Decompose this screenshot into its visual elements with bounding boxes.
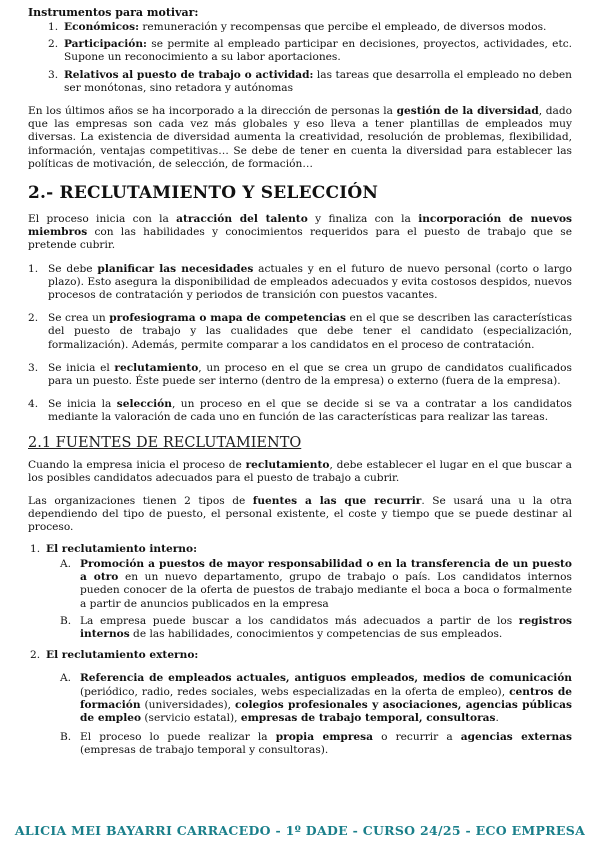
text-bold: Referencia de empleados actuales, antiguos empleados, medios de comunicación — [80, 672, 572, 685]
text-bold: colegios profesionales y asociaciones, agencias públicas de empleo — [80, 698, 572, 724]
text-bold: empresas de trabajo temporal, consultoras — [240, 711, 496, 724]
list-item — [28, 362, 572, 388]
item-letter: B. — [60, 614, 72, 627]
list-item — [28, 615, 572, 641]
text-span: , un proceso en el que se crea un grupo de candidatos cualificados para un puesto. Éste puede ser interno (dentro de la empresa) o externo (fuera de la empresa). — [48, 361, 572, 388]
text-bold: Promoción a puestos de mayor responsabilidad o en la transferencia de un puesto a otro — [80, 557, 572, 584]
text-span: (servicio estatal), — [141, 711, 241, 724]
page-footer: ALICIA MEI BAYARRI CARRACEDO - 1º DADE - CURSO 24/25 - ECO EMPRESA — [14, 823, 586, 838]
text-span: y finaliza con la — [307, 213, 419, 226]
text-bold: registros internos — [80, 614, 572, 640]
text-bold: agencias externas — [460, 731, 572, 744]
list-item — [28, 672, 572, 725]
list-item — [28, 312, 572, 352]
motivacion-title: Instrumentos para motivar: — [28, 6, 199, 19]
motivacion-list — [28, 21, 572, 95]
text-bold: atracción del talento — [176, 213, 308, 226]
reclutamiento-interno — [28, 543, 572, 556]
item-text: las tareas que desarrolla el empleado no deben ser monótonas, sino retadora y autónomas — [64, 68, 572, 94]
fuentes-paragraph-2 — [28, 495, 572, 535]
text-span: El proceso lo puede realizar la — [80, 731, 276, 744]
item-letter: A. — [60, 557, 72, 570]
item-text: se permite al empleado participar en decisiones, proyectos, actividades, etc. Supone un reconocimiento a su labor aportaciones. — [64, 38, 572, 64]
text-bold: profesiograma o mapa de competencias — [109, 312, 346, 325]
item-number: 3. — [48, 68, 59, 81]
item-number: 1. — [48, 21, 59, 33]
externo-list — [28, 672, 572, 757]
text-span: , debe establecer el lugar en el que buscar a los posibles candidatos adecuados para el puesto de trabajo a cubrir. — [28, 458, 572, 484]
item-number: 3. — [28, 361, 39, 374]
item-number: 1. — [28, 262, 39, 275]
item-letter: B. — [60, 731, 72, 744]
text-span: o recurrir a — [373, 731, 461, 744]
text-span: (empresas de trabajo temporal y consultoras). — [80, 744, 329, 757]
diversidad-paragraph — [28, 105, 572, 171]
list-item — [28, 263, 572, 303]
item-bold: Económicos: — [64, 21, 139, 33]
text-span: El proceso inicia con la — [28, 213, 177, 226]
item-number: 1. — [30, 542, 41, 555]
text-bold: gestión de la diversidad — [396, 105, 539, 118]
text-span: En los últimos años se ha incorporado a la dirección de personas la — [28, 105, 397, 118]
section-2-1-title: 2.1 FUENTES DE RECLUTAMIENTO — [28, 434, 302, 451]
text-bold: selección — [116, 398, 172, 411]
item-bold: Participación: — [64, 38, 147, 51]
item-bold: Relativos al puesto de trabajo o actividad: — [64, 68, 314, 81]
text-bold: planificar las necesidades — [97, 262, 254, 275]
text-span: , dado que las empresas son cada vez más globales y eso lleva a tener plantillas de empleados muy diversas. La existencia de diversidad aumenta la creatividad, resolución de problemas, flexibilidad, información, ventajas competitivas… Se debe de tener en cuenta la diversidad para establecer las políticas de motivación, de selección, de formación… — [28, 105, 572, 170]
text-span: con las habilidades y conocimientos requeridos para el puesto de trabajo que se pretende cubrir. — [28, 226, 572, 252]
text-span: de las habilidades, conocimientos y competencias de sus empleados. — [129, 627, 503, 640]
text-span: actuales y en el futuro de nuevo personal (corto o largo plazo). Esto asegura la disponibilidad de empleados adecuados y evita costosos despidos, nuevos procesos de contratación y periodos de transición con puestos vacantes. — [48, 262, 572, 302]
item-number: 2. — [28, 312, 39, 325]
text-span: Se debe — [48, 262, 98, 275]
text-span: Se inicia la — [48, 398, 117, 411]
list-item — [28, 731, 572, 757]
item-number: 4. — [28, 398, 39, 411]
text-span: en el que se describen las características del puesto de trabajo y las cualidades que debe tener el candidato (especialización, formalización). Además, permite comparar a los candidatos en el proceso de contratación. — [48, 312, 573, 351]
reclutamiento-externo — [28, 649, 572, 662]
text-bold: fuentes a las que recurrir — [252, 495, 422, 508]
text-bold: centros de formación — [80, 685, 572, 711]
list-item — [28, 69, 572, 95]
text-bold: incorporación de nuevos miembros — [28, 213, 572, 239]
text-span: Se inicia el — [48, 361, 115, 374]
section-2-steps — [28, 263, 572, 425]
section-2-title: 2.- RECLUTAMIENTO Y SELECCIÓN — [28, 183, 379, 204]
item-number: 2. — [48, 38, 59, 51]
item-letter: A. — [60, 672, 72, 685]
list-item — [28, 38, 572, 64]
text-span: (universidades), — [140, 698, 235, 711]
interno-list — [28, 558, 572, 641]
section-2-intro — [28, 213, 572, 253]
text-span: Se crea un — [48, 312, 110, 325]
text-bold: propia empresa — [275, 731, 373, 744]
fuentes-paragraph-1 — [28, 459, 572, 485]
text-span: . Se usará una u la otra dependiendo del tipo de puesto, el personal existente, el coste y tiempo que se puede destinar al proceso. — [28, 495, 572, 534]
list-item — [28, 21, 572, 34]
item-number: 2. — [30, 649, 41, 662]
reclutamiento-interno-title: El reclutamiento interno: — [46, 542, 197, 555]
list-item — [28, 398, 572, 424]
reclutamiento-externo-title: El reclutamiento externo: — [46, 649, 199, 662]
text-span: . — [495, 711, 499, 724]
list-item — [28, 558, 572, 611]
text-span: Las organizaciones tienen 2 tipos de — [28, 495, 253, 508]
text-bold: reclutamiento — [245, 458, 330, 471]
text-span: (periódico, radio, redes sociales, webs especializadas en la oferta de empleo), — [80, 685, 510, 698]
item-text: remuneración y recompensas que percibe el empleado, de diversos modos. — [138, 21, 547, 33]
text-span: en un nuevo departamento, grupo de trabajo o país. Los candidatos internos pueden conocer de la oferta de puestos de trabajo mediante el boca a boca o formalmente a partir de anuncios publicados en la empresa — [80, 571, 572, 610]
text-span: La empresa puede buscar a los candidatos más adecuados a partir de los — [80, 614, 519, 627]
text-bold: reclutamiento — [114, 361, 199, 374]
text-span: , un proceso en el que se decide si se va a contratar a los candidatos mediante la valoración de cada uno en función de las características para realizar las tareas. — [48, 398, 572, 424]
text-span: Cuando la empresa inicia el proceso de — [28, 458, 246, 471]
